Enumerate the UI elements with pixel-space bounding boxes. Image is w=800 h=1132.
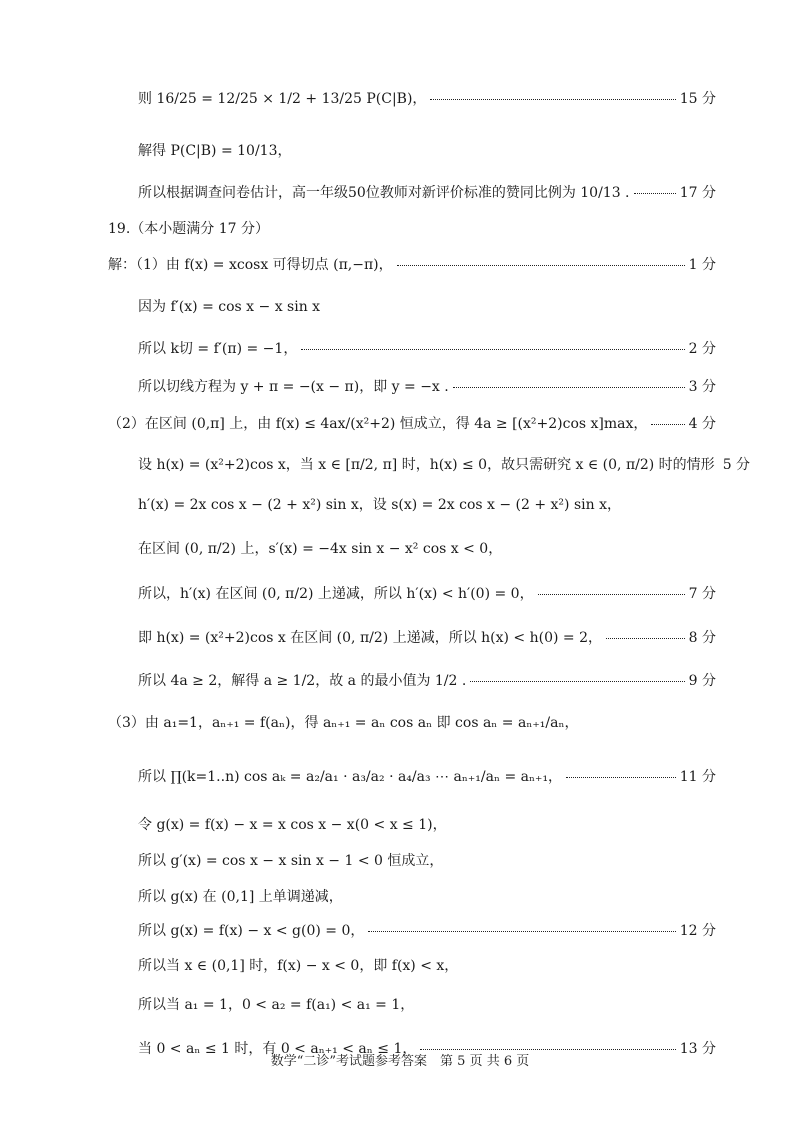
solution-step-text: 解：（1）由 f(x) = xcosx 可得切点 (π,−π)， <box>108 257 393 273</box>
solution-step-text: 令 g(x) = f(x) − x = x cos x − x(0 < x ≤ 1)， <box>138 817 447 833</box>
score-mark: 2 分 <box>688 341 716 357</box>
score-mark: 7 分 <box>688 586 716 602</box>
dotted-leader <box>566 777 676 778</box>
score-mark: 8 分 <box>688 630 716 646</box>
solution-line <box>0 945 800 985</box>
solution-line <box>0 444 800 484</box>
solution-line <box>0 244 800 284</box>
solution-line <box>0 328 800 368</box>
solution-step-text: 设 h(x) = (x²+2)cos x，当 x ∈ [π/2, π] 时，h(x) ≤ 0，故只需研究 x ∈ (0, π/2) 时的情形 <box>138 457 715 473</box>
solution-step-text: 则 16/25 = 12/25 × 1/2 + 13/25 P(C|B)， <box>138 91 427 107</box>
solution-line <box>0 130 800 170</box>
dotted-leader <box>301 349 684 350</box>
solution-line <box>0 804 800 844</box>
score-mark: 5 分 <box>722 457 751 473</box>
solution-step-text: 所以当 x ∈ (0,1] 时，f(x) − x < 0，即 f(x) < x， <box>138 958 459 974</box>
page-footer: 数学“二诊”考试题参考答案 第 5 页 共 6 页 <box>270 1054 530 1069</box>
solution-line <box>0 208 800 248</box>
solution-step-text: h′(x) = 2x cos x − (2 + x²) sin x，设 s(x) = 2x cos x − (2 + x²) sin x， <box>138 497 621 513</box>
solution-step-text: 所以 4a ≥ 2，解得 a ≥ 1/2，故 a 的最小值为 1/2 . <box>138 673 467 689</box>
score-mark: 12 分 <box>679 923 716 939</box>
dotted-leader <box>538 594 685 595</box>
solution-step-text: 所以当 a₁ = 1，0 < a₂ = f(a₁) < a₁ = 1， <box>138 997 415 1013</box>
dotted-leader <box>634 193 676 194</box>
dotted-leader <box>606 638 685 639</box>
score-mark: 17 分 <box>679 185 716 201</box>
dotted-leader <box>430 99 675 100</box>
solution-line <box>0 403 800 443</box>
score-mark: 13 分 <box>679 1041 716 1057</box>
solution-step-text: 所以 g(x) = f(x) − x < g(0) = 0， <box>138 923 365 939</box>
solution-step-text: 在区间 (0, π/2) 上，s′(x) = −4x sin x − x² cos x < 0， <box>138 541 503 557</box>
solution-line <box>0 910 800 950</box>
score-mark: 11 分 <box>679 769 716 785</box>
solution-line <box>0 78 800 118</box>
solution-line <box>0 702 800 742</box>
solution-step-text: 所以，h′(x) 在区间 (0, π/2) 上递减，所以 h′(x) < h′(0) = 0， <box>138 586 534 602</box>
solution-step-text: 所以 g′(x) = cos x − x sin x − 1 < 0 恒成立， <box>138 853 444 869</box>
solution-line <box>0 840 800 880</box>
solution-step-text: 所以 k切 = f′(π) = −1， <box>138 341 298 357</box>
solution-line <box>0 366 800 406</box>
solution-step-text: 当 0 < aₙ ≤ 1 时，有 0 < aₙ₊₁ < aₙ ≤ 1， <box>138 1041 417 1057</box>
score-mark: 4 分 <box>688 416 716 432</box>
solution-line <box>0 660 800 700</box>
score-mark: 9 分 <box>688 673 716 689</box>
solution-step-text: 即 h(x) = (x²+2)cos x 在区间 (0, π/2) 上递减，所以 h(x) < h(0) = 2， <box>138 630 602 646</box>
dotted-leader <box>397 265 685 266</box>
score-mark: 15 分 <box>679 91 716 107</box>
solution-step-text: 解得 P(C|B) = 10/13， <box>138 143 292 159</box>
solution-step-text: 所以切线方程为 y + π = −(x − π)，即 y = −x . <box>138 379 449 395</box>
solution-line <box>0 573 800 613</box>
score-mark: 1 分 <box>688 257 716 273</box>
solution-step-text: 所以 g(x) 在 (0,1] 上单调递减， <box>138 889 343 905</box>
dotted-leader <box>470 681 684 682</box>
dotted-leader <box>368 931 675 932</box>
solution-step-text: （3）由 a₁=1，aₙ₊₁ = f(aₙ)，得 aₙ₊₁ = aₙ cos aₙ 即 cos aₙ = aₙ₊₁/aₙ， <box>108 715 579 731</box>
solution-line <box>0 286 800 326</box>
solution-line <box>0 984 800 1024</box>
dotted-leader <box>651 424 684 425</box>
solution-line <box>0 756 800 796</box>
score-mark: 3 分 <box>688 379 716 395</box>
solution-step-text: 所以根据调查问卷估计，高一年级50位教师对新评价标准的赞同比例为 10/13 . <box>138 185 630 201</box>
solution-line <box>0 172 800 212</box>
dotted-leader <box>453 387 685 388</box>
solution-step-text: 所以 ∏(k=1..n) cos aₖ = a₂/a₁ · a₃/a₂ · a₄/a₃ ⋯ aₙ₊₁/aₙ = aₙ₊₁， <box>138 769 563 785</box>
solution-step-text: 19.（本小题满分 17 分） <box>108 221 269 237</box>
solution-step-text: 因为 f′(x) = cos x − x sin x <box>138 299 321 315</box>
solution-step-text: （2）在区间 (0,π] 上，由 f(x) ≤ 4ax/(x²+2) 恒成立，得 4a ≥ [(x²+2)cos x]max， <box>108 416 648 432</box>
solution-line <box>0 528 800 568</box>
solution-line <box>0 617 800 657</box>
solution-line <box>0 484 800 524</box>
